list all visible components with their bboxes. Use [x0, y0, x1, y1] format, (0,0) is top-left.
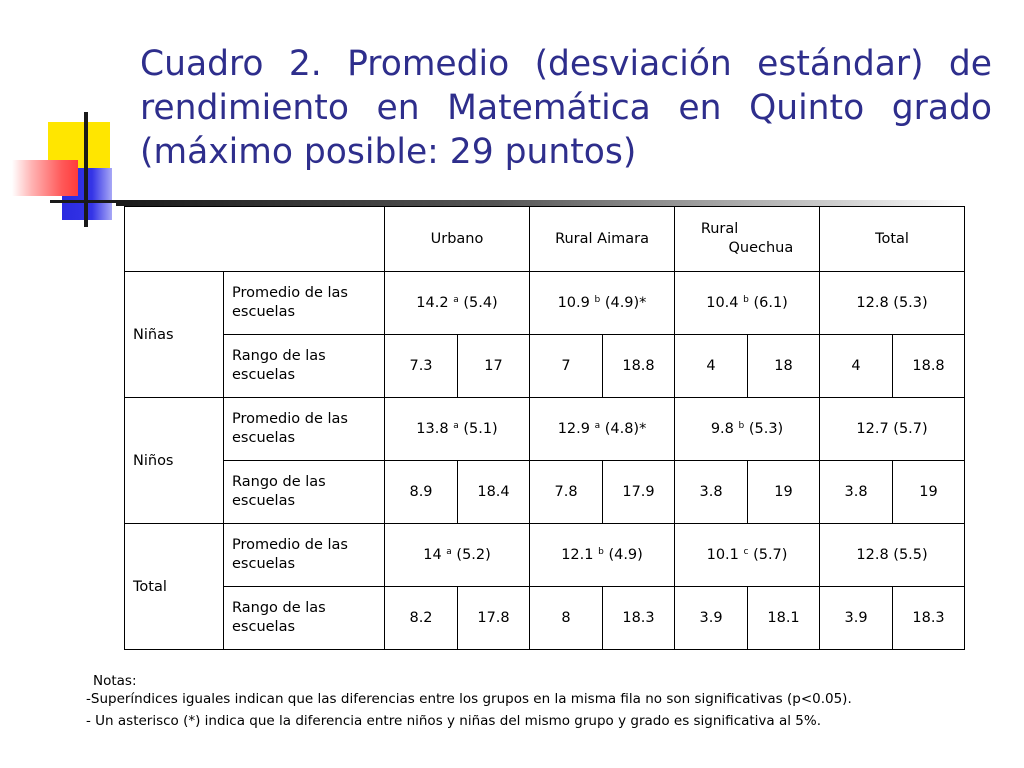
- cell-rango: 4: [820, 335, 893, 398]
- cell-rango: 8.9: [385, 461, 458, 524]
- cell-promedio: 12.7 (5.7): [820, 398, 965, 461]
- header-row: [125, 207, 965, 272]
- results-table: [124, 206, 965, 650]
- table-row: [125, 272, 965, 335]
- cell-promedio: 10.4 $^b$ (6.1): [675, 272, 820, 335]
- cell-rango: 18.4: [458, 461, 530, 524]
- group-label-total: Total: [125, 524, 224, 650]
- cell-rango: 7.8: [530, 461, 603, 524]
- cell-rango: 3.8: [820, 461, 893, 524]
- cell-rango: 7: [530, 335, 603, 398]
- cell-rango: 7.3: [385, 335, 458, 398]
- note-line-2: - Un asterisco (*) indica que la diferencia entre niños y niñas del mismo grupo y grado es significativa al 5%.: [86, 713, 822, 729]
- cell-promedio: 13.8 $^a$ (5.1): [385, 398, 530, 461]
- rural-quechua-line-1: Rural: [700, 221, 739, 237]
- title-line-1: Cuadro 2. Promedio (desviación estándar) de: [140, 44, 992, 84]
- row-label-rango: Rango de las escuelas: [224, 587, 385, 650]
- cell-promedio: 14 $^a$ (5.2): [385, 524, 530, 587]
- col-header-urbano: Urbano: [385, 207, 530, 272]
- slide-title: [140, 42, 992, 174]
- cell-rango: 18.3: [893, 587, 965, 650]
- title-line-3: (máximo posible: 29 puntos): [140, 132, 637, 172]
- note-line-1: -Superíndices iguales indican que las diferencias entre los grupos en la misma fila no son significativas (p<0.05).: [86, 691, 852, 707]
- cell-rango: 18.8: [603, 335, 675, 398]
- group-label-ninas: Niñas: [125, 272, 224, 398]
- cell-promedio: 14.2 $^a$ (5.4): [385, 272, 530, 335]
- cell-promedio: 12.8 (5.5): [820, 524, 965, 587]
- col-header-rural-aimara: Rural Aimara: [530, 207, 675, 272]
- rural-quechua-line-2: Quechua: [728, 240, 794, 256]
- row-label-promedio: Promedio de las escuelas: [224, 398, 385, 461]
- cell-rango: 17.9: [603, 461, 675, 524]
- cell-rango: 18: [748, 335, 820, 398]
- cell-promedio: 12.1 $^b$ (4.9): [530, 524, 675, 587]
- cell-rango: 19: [748, 461, 820, 524]
- cell-rango: 18.1: [748, 587, 820, 650]
- cell-promedio: 12.8 (5.3): [820, 272, 965, 335]
- title-line-2: rendimiento en Matemática en Quinto grado: [140, 88, 992, 128]
- cell-rango: 8: [530, 587, 603, 650]
- table-row: [125, 461, 965, 524]
- cell-promedio: 10.9 $^b$ (4.9)*: [530, 272, 675, 335]
- cell-promedio: 10.1 $^c$ (5.7): [675, 524, 820, 587]
- cell-rango: 18.3: [603, 587, 675, 650]
- table-row: [125, 398, 965, 461]
- vertical-line-shape: [84, 112, 88, 227]
- red-gradient-shape: [12, 160, 78, 196]
- table-row: [125, 335, 965, 398]
- cell-rango: 17: [458, 335, 530, 398]
- cell-rango: 8.2: [385, 587, 458, 650]
- cell-rango: 18.8: [893, 335, 965, 398]
- col-header-rural-quechua: [675, 207, 820, 272]
- table-row: [125, 524, 965, 587]
- row-label-promedio: Promedio de las escuelas: [224, 524, 385, 587]
- table-row: [125, 587, 965, 650]
- notes-title: Notas:: [93, 673, 137, 689]
- row-label-rango: Rango de las escuelas: [224, 335, 385, 398]
- cell-rango: 3.9: [820, 587, 893, 650]
- cell-rango: 19: [893, 461, 965, 524]
- cell-rango: 3.9: [675, 587, 748, 650]
- cell-rango: 3.8: [675, 461, 748, 524]
- cell-rango: 17.8: [458, 587, 530, 650]
- header-empty-cell: [125, 207, 385, 272]
- cell-promedio: 9.8 $^b$ (5.3): [675, 398, 820, 461]
- row-label-promedio: Promedio de las escuelas: [224, 272, 385, 335]
- notes-section: [86, 672, 986, 730]
- cell-promedio: 12.9 $^a$ (4.8)*: [530, 398, 675, 461]
- col-header-total: Total: [820, 207, 965, 272]
- cell-rango: 4: [675, 335, 748, 398]
- row-label-rango: Rango de las escuelas: [224, 461, 385, 524]
- group-label-ninos: Niños: [125, 398, 224, 524]
